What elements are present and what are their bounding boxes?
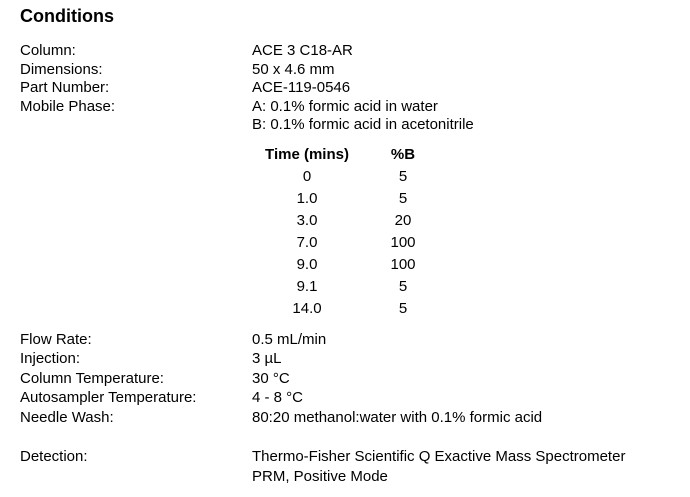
- gradient-row-7: [252, 298, 690, 320]
- gradient-row-5-time: 9.0: [296, 255, 318, 273]
- gradient-row-1-time: 0: [302, 167, 312, 185]
- row-part-number-label: Part Number:: [20, 79, 110, 96]
- row-autosampler-temperature-label: Autosampler Temperature:: [20, 389, 197, 406]
- detection-line-2: PRM, Positive Mode: [252, 467, 388, 485]
- row-injection: [20, 349, 690, 369]
- gradient-row-5-b: 100: [390, 255, 416, 273]
- method-parameters-section: [20, 330, 690, 428]
- mobile-phase-line-a: A: 0.1% formic acid in water: [252, 97, 438, 115]
- row-column-temperature: [20, 369, 690, 389]
- gradient-row-3-time: 3.0: [296, 211, 318, 229]
- row-injection-value: 3 µL: [252, 350, 282, 367]
- row-dimensions-label: Dimensions:: [20, 60, 103, 78]
- gradient-row-3-b: 20: [394, 211, 412, 229]
- row-mobile-phase: [20, 98, 690, 135]
- row-needle-wash-label: Needle Wash:: [20, 408, 114, 426]
- row-column-temperature-label: Column Temperature:: [20, 369, 164, 387]
- gradient-row-6: [252, 276, 690, 298]
- gradient-row-5: [252, 254, 690, 276]
- row-needle-wash: [20, 408, 690, 428]
- row-dimensions: [20, 61, 690, 80]
- gradient-row-4: [252, 232, 690, 254]
- gradient-table: [252, 144, 690, 320]
- row-mobile-phase-label: Mobile Phase:: [20, 97, 116, 115]
- row-column-value: ACE 3 C18-AR: [252, 42, 353, 59]
- row-detection-value: [252, 447, 690, 486]
- gradient-row-2-b: 5: [398, 189, 408, 207]
- row-flow-rate-value: 0.5 mL/min: [252, 330, 327, 348]
- row-flow-rate-label: Flow Rate:: [20, 330, 92, 348]
- row-column-temperature-value: 30 °C: [252, 369, 290, 387]
- mobile-phase-line-b: B: 0.1% formic acid in acetonitrile: [252, 116, 474, 133]
- row-autosampler-temperature-value: 4 - 8 °C: [252, 389, 304, 406]
- row-part-number: [20, 79, 690, 98]
- row-mobile-phase-value: [252, 98, 690, 135]
- gradient-row-4-time: 7.0: [296, 233, 318, 251]
- row-detection-label: Detection:: [20, 448, 88, 465]
- gradient-row-7-b: 5: [398, 299, 408, 317]
- gradient-row-2: [252, 188, 690, 210]
- column-info-section: [20, 42, 690, 135]
- gradient-row-6-time: 9.1: [296, 277, 318, 295]
- row-flow-rate: [20, 330, 690, 350]
- page-title: Conditions: [20, 6, 114, 26]
- gradient-row-7-time: 14.0: [292, 299, 322, 317]
- row-detection: [20, 447, 690, 486]
- gradient-time-header: Time (mins): [265, 145, 349, 163]
- row-column: [20, 42, 690, 61]
- gradient-row-6-b: 5: [398, 277, 408, 295]
- gradient-row-4-b: 100: [390, 233, 416, 251]
- detection-section: [20, 447, 690, 486]
- gradient-percent-b-header: %B: [390, 145, 416, 163]
- gradient-row-1-b: 5: [398, 167, 408, 185]
- gradient-row-1: [252, 166, 690, 188]
- gradient-row-2-time: 1.0: [296, 189, 318, 207]
- row-injection-label: Injection:: [20, 350, 81, 367]
- gradient-table-header-row: [252, 144, 690, 166]
- row-column-label: Column:: [20, 42, 76, 59]
- detection-line-1: Thermo-Fisher Scientific Q Exactive Mass Spectrometer: [252, 448, 626, 465]
- gradient-row-3: [252, 210, 690, 232]
- row-needle-wash-value: 80:20 methanol:water with 0.1% formic acid: [252, 408, 543, 426]
- row-autosampler-temperature: [20, 388, 690, 408]
- row-dimensions-value: 50 x 4.6 mm: [252, 60, 335, 78]
- row-part-number-value: ACE-119-0546: [252, 79, 351, 96]
